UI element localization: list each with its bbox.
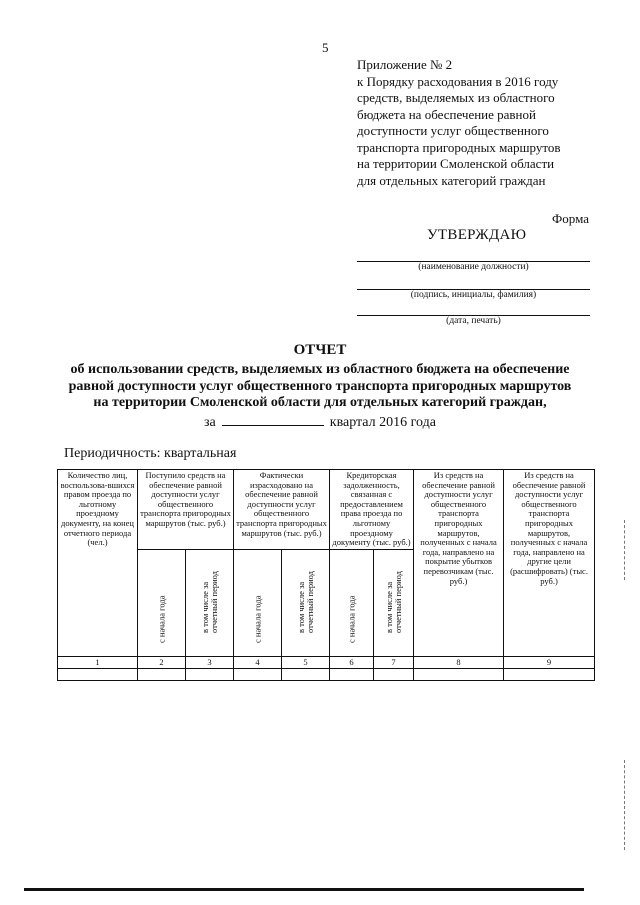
data-cell[interactable] [414, 669, 504, 681]
subheader-cell [234, 549, 282, 656]
appendix-line: бюджета на обеспечение равной [357, 106, 536, 122]
appendix-line: доступности услуг общественного [357, 123, 549, 138]
subheader-cell [282, 549, 330, 656]
period-blank-field[interactable] [222, 413, 324, 426]
column-number: 2 [138, 656, 186, 669]
column-number: 3 [186, 656, 234, 669]
vertical-label: в том числе за отчетный период [383, 571, 403, 634]
column-number: 5 [282, 656, 330, 669]
data-cell[interactable] [138, 669, 186, 681]
vertical-label: с начала года [345, 595, 356, 643]
vertical-label: с начала года [155, 595, 166, 643]
vertical-label: в том числе за отчетный период [199, 571, 219, 634]
subtitle-line: равной доступности услуг общественного транспорта пригородных маршрутов [68, 378, 572, 394]
vertical-label: с начала года [251, 595, 262, 643]
form-label: Форма [552, 211, 589, 226]
data-cell[interactable] [330, 669, 374, 681]
report-title: ОТЧЕТ [293, 342, 347, 358]
header-cell: Кредиторская задолженность, связанная с предоставлением права проезда по льготному проездному документу (тыс. руб.) [330, 470, 414, 550]
column-number: 9 [504, 656, 595, 669]
report-subtitle [40, 362, 600, 412]
subheader-cell [374, 549, 414, 656]
header-cell: Фактически израсходовано на обеспечение равной доступности услуг общественного транспорта пригородных маршрутов (тыс. руб.) [234, 470, 330, 550]
appendix-line: Приложение № 2 [357, 57, 453, 72]
appendix-block [357, 57, 627, 189]
appendix-line: к Порядку расходования в 2016 году [357, 73, 559, 89]
column-number: 7 [374, 656, 414, 669]
scan-margin-mark [624, 760, 626, 850]
position-label: (наименование должности) [418, 262, 529, 272]
data-cell[interactable] [186, 669, 234, 681]
appendix-line: на территории Смоленской области [357, 156, 555, 171]
date-label: (дата, печать) [446, 316, 501, 326]
header-row [58, 470, 595, 550]
data-cell[interactable] [504, 669, 595, 681]
approve-label: УТВЕРЖДАЮ [427, 227, 527, 243]
data-cell[interactable] [374, 669, 414, 681]
report-table [57, 469, 595, 681]
period-suffix: квартал 2016 года [329, 415, 436, 430]
subtitle-line: на территории Смоленской области для отдельных категорий граждан, [93, 395, 547, 410]
signature-label: (подпись, инициалы, фамилия) [410, 290, 537, 300]
report-period [0, 413, 640, 431]
column-number: 1 [58, 656, 138, 669]
subheader-cell [138, 549, 186, 656]
scan-margin-mark [624, 520, 626, 580]
data-cell[interactable] [234, 669, 282, 681]
subheader-cell [186, 549, 234, 656]
period-prefix: за [204, 415, 216, 430]
subheader-cell [330, 549, 374, 656]
header-cell: Поступило средств на обеспечение равной доступности услуг общественного транспорта пригородных маршрутов (тыс. руб.) [138, 470, 234, 550]
appendix-line: для отдельных категорий граждан [357, 172, 546, 188]
column-number: 4 [234, 656, 282, 669]
data-cell[interactable] [282, 669, 330, 681]
data-row [58, 669, 595, 681]
scan-bottom-bar [24, 888, 584, 891]
data-cell[interactable] [58, 669, 138, 681]
header-cell: Количество лиц, воспользова-вшихся правом проезда по льготному проездному документу, на конец отчетного периода (чел.) [58, 470, 138, 657]
column-number: 8 [414, 656, 504, 669]
vertical-label: в том числе за отчетный период [295, 571, 315, 634]
header-cell: Из средств на обеспечение равной доступности услуг общественного транспорта пригородных маршрутов, полученных с начала года, направлено на покрытие убытков перевозчикам (тыс. руб.) [414, 470, 504, 657]
subtitle-line: об использовании средств, выделяемых из областного бюджета на обеспечение [70, 362, 570, 377]
page-number: 5 [322, 40, 329, 55]
appendix-line: транспорта пригородных маршрутов [357, 139, 561, 155]
column-number-row [58, 656, 595, 669]
appendix-line: средств, выделяемых из областного [357, 90, 555, 105]
periodicity: Периодичность: квартальная [64, 446, 237, 461]
header-cell: Из средств на обеспечение равной доступности услуг общественного транспорта пригородных маршрутов, полученных с начала года, направлено на другие цели (расшифровать) (тыс. руб.) [504, 470, 595, 657]
column-number: 6 [330, 656, 374, 669]
